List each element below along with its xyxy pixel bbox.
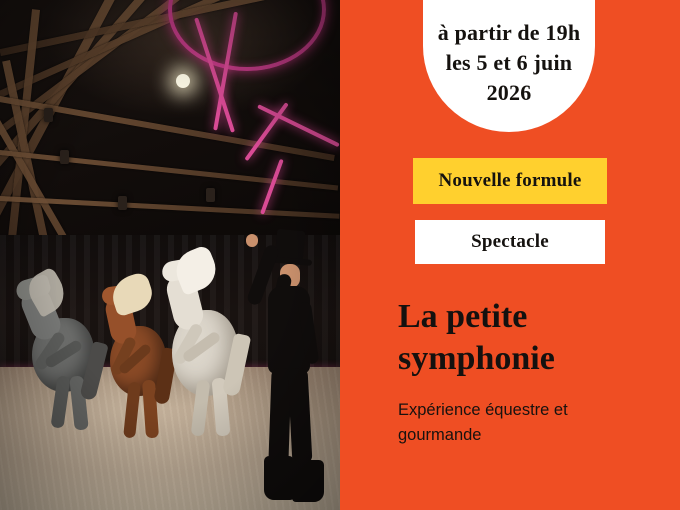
date-badge-line-1: à partir de 19h	[437, 20, 581, 45]
stage-lamp	[206, 188, 215, 202]
stage-lamp	[118, 196, 127, 210]
stage-lamp	[60, 150, 69, 164]
trainer-boot	[292, 460, 324, 502]
poster-title: La petite symphonie	[398, 298, 555, 377]
horse-trainer	[224, 212, 334, 510]
poster-subtitle: Expérience équestre et gourmande	[398, 401, 568, 444]
stage-lamp	[44, 108, 53, 122]
tag-spectacle	[415, 220, 605, 264]
date-badge-line-3: 2026	[486, 80, 532, 105]
date-badge-line-2: les 5 et 6 juin	[445, 50, 573, 75]
poster-info-panel	[340, 0, 680, 510]
trainer-boot	[264, 456, 294, 500]
tag-spectacle-label: Spectacle	[471, 231, 549, 252]
spotlight	[176, 74, 190, 88]
date-badge	[423, 0, 595, 132]
tag-nouvelle-formule-label: Nouvelle formule	[438, 170, 582, 191]
trainer-hand	[246, 234, 258, 247]
trainer-leg	[288, 368, 313, 465]
tag-nouvelle-formule	[413, 158, 607, 204]
